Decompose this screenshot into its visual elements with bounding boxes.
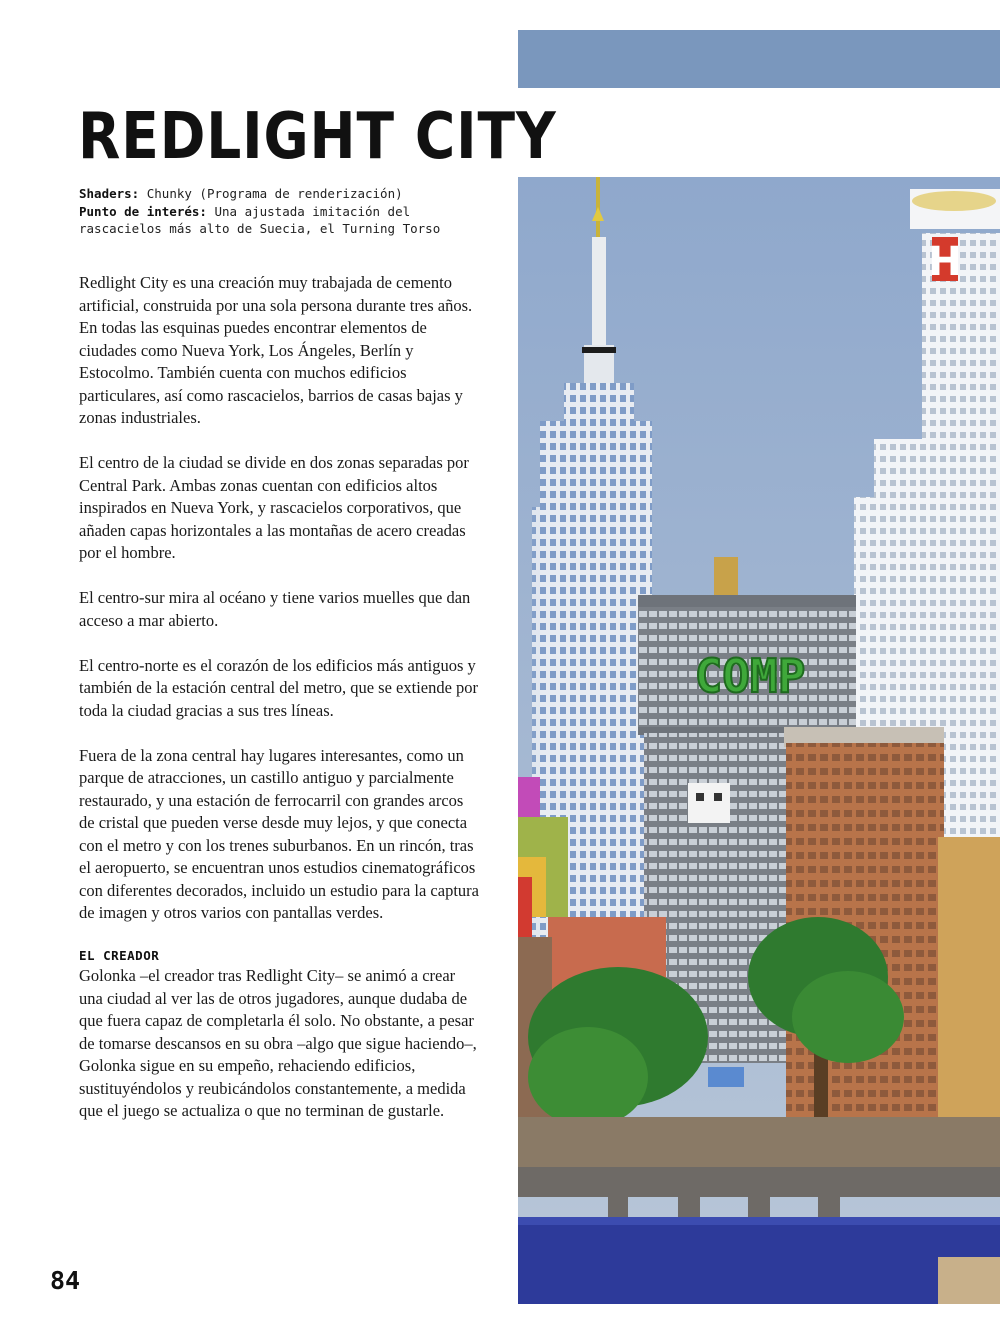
creator-section (79, 947, 479, 1123)
header-color-band (518, 30, 1000, 88)
paragraph: Fuera de la zona central hay lugares interesantes, como un parque de atracciones, un castillo antiguo y parcialmente restaurado, y una estación de ferrocarril con grandes arcos de cristal que pueden verse desde muy lejos, y que conecta con el metro y con los trenes suburbanos. En un rincón, tras el aeropuerto, se encuentran unos estudios cinematográficos con diferentes decorados, incluido un estudio para la captura de imagen y otros varios con pantallas verdes. (79, 745, 479, 922)
poi-value: Una ajustada imitación del rascacielos más alto de Suecia, el Turning Torso (79, 203, 441, 236)
poi-line (79, 203, 499, 238)
poi-label: Punto de interés: (79, 203, 207, 219)
paragraph: El centro-norte es el corazón de los edificios más antiguos y también de la estación central del metro, que se extiende por toda la ciudad gracias a sus tres líneas. (79, 655, 479, 720)
shaders-value: Chunky (Programa de renderización) (146, 186, 403, 201)
page-number: 84 (50, 1266, 81, 1295)
page-title: REDLIGHT CITY (78, 100, 557, 174)
tower-letter: H (928, 239, 962, 285)
creator-paragraph: Golonka –el creador tras Redlight City– se animó a crear una ciudad al ver las de otros jugadores, aunque dudaba de que fuera capaz de completarla él solo. No obstante, a pesar de tomarse descansos en su obra –algo que sigue haciendo–, Golonka sigue en su empeño, rehaciendo edificios, sustituyéndolos y reubicándolos constantemente, a medida que el juego se actualiza o que no terminan de gustarle. (79, 966, 477, 1120)
creator-heading: EL CREADOR (79, 948, 160, 963)
paragraph: El centro-sur mira al océano y tiene varios muelles que dan acceso a mar abierto. (79, 588, 471, 630)
shaders-line (79, 185, 499, 203)
shaders-label: Shaders: (79, 186, 140, 201)
article-body (79, 272, 479, 1123)
paragraph: El centro de la ciudad se divide en dos zonas separadas por Central Park. Ambas zonas cuentan con edificios altos inspirados en Nueva York, y rascacielos corporativos, que añaden capas horizontales a las montañas de acero creadas por el hombre. (79, 453, 469, 562)
metadata-block (79, 185, 499, 238)
paragraph: Redlight City es una creación muy trabajada de cemento artificial, construida por una sola persona durante tres años. En todas las esquinas puedes encontrar elementos de ciudades como Nueva York, Los Ángeles, Berlín y Estocolmo. También cuenta con muchos edificios particulares, así como rascacielos, barrios de casas bajas y zonas industriales. (79, 273, 473, 427)
city-screenshot-image (518, 177, 1000, 1304)
comp-sign: COMP (694, 649, 806, 703)
